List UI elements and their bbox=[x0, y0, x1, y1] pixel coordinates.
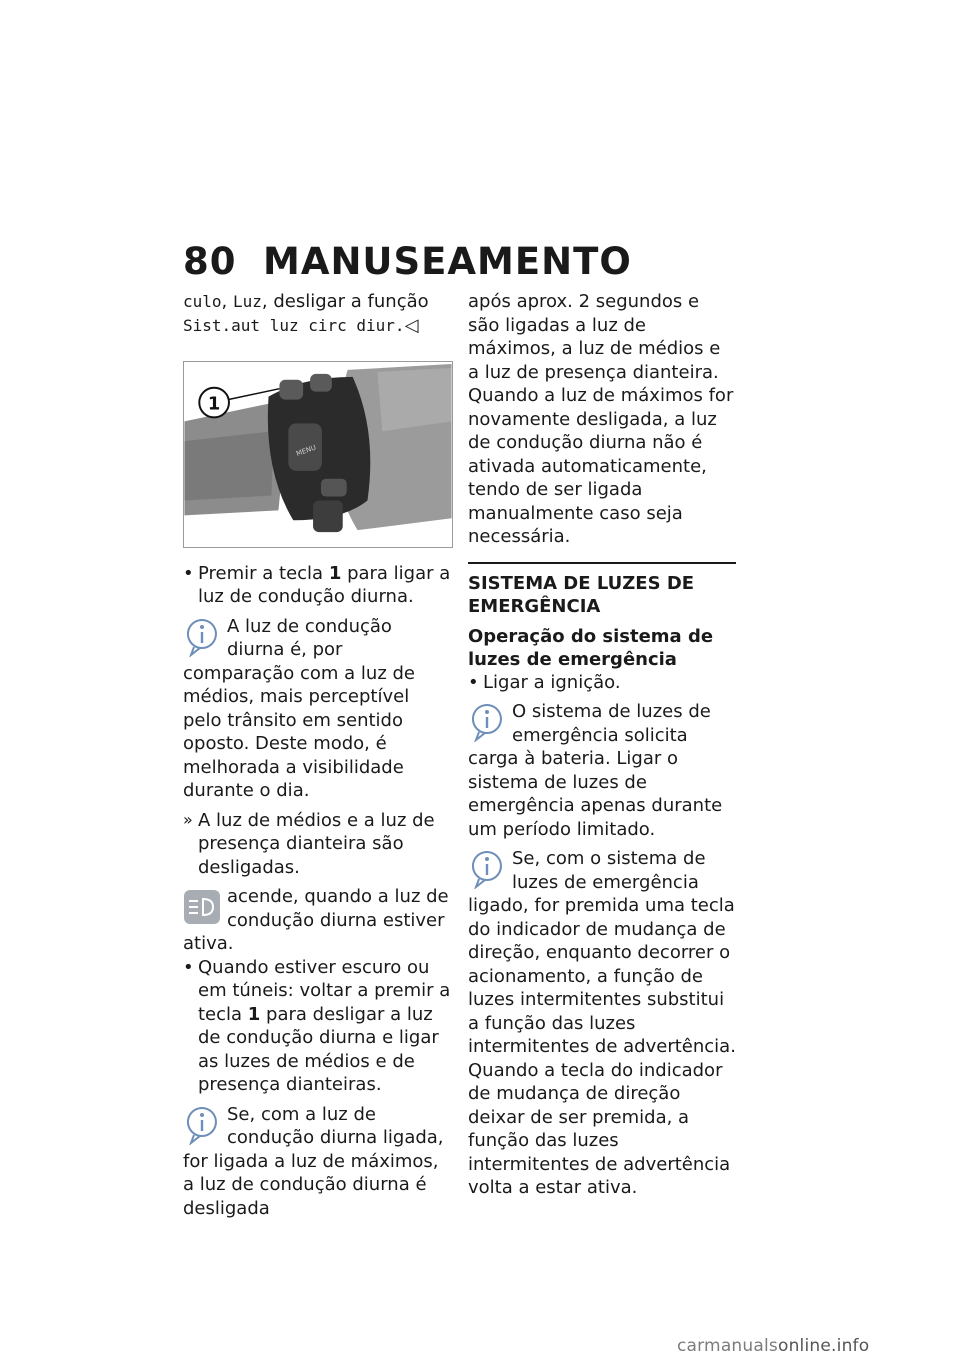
code-text: Luz bbox=[232, 292, 262, 311]
result-item: » A luz de médios e a luz de presença dianteira são desligadas. bbox=[183, 809, 435, 878]
intro-paragraph bbox=[183, 290, 453, 337]
watermark-part: online.info bbox=[777, 1336, 870, 1356]
bullet-dot: • bbox=[183, 956, 194, 978]
code-text: culo bbox=[183, 292, 222, 311]
list-item: • Premir a tecla 1 para ligar a luz de condução diurna. bbox=[183, 562, 451, 607]
bullet-dot: • bbox=[468, 671, 479, 693]
list-item: • Ligar a ignição. bbox=[468, 671, 621, 693]
paragraph: após aprox. 2 segundos e são ligadas a luz de máximos, a luz de médios e a luz de presença dianteira. bbox=[468, 291, 721, 383]
note-text: acende, quando a luz de condução diurna estiver ativa. bbox=[183, 886, 449, 954]
note-text: O sistema de luzes de emergência solicita carga à bateria. Ligar o sistema de luzes de emergência apenas durante um período limitado. bbox=[468, 701, 723, 840]
result-mark: » bbox=[183, 809, 193, 829]
note-text: Se, com o sistema de luzes de emergência ligado, for premida uma tecla do indicador de mudança de direção, enquanto decorrer o acionamento, a função de luzes intermitentes substitui a função das luzes intermitentes de advertência. Quando a tecla do indicador de mudança de direção deixar de ser premida, a função das luzes intermitentes de advertência volta a estar ativa. bbox=[468, 848, 736, 1198]
section-title: MANUSEAMENTO bbox=[263, 240, 632, 283]
info-icon bbox=[470, 702, 504, 742]
info-icon bbox=[470, 849, 504, 889]
callout-1: 1 bbox=[207, 393, 221, 415]
info-note bbox=[468, 847, 736, 1200]
section-divider bbox=[468, 562, 736, 564]
section-heading: SISTEMA DE LUZES DE EMERGÊNCIA bbox=[468, 572, 695, 617]
menu-label: MENU bbox=[295, 443, 318, 459]
paragraph: Quando a luz de máximos for novamente desligada, a luz de condução diurna não é ativada automaticamente, tendo de ser ligada manualmente caso seja necessária. bbox=[468, 385, 734, 547]
daytime-running-light-icon bbox=[183, 889, 221, 925]
info-icon bbox=[185, 1105, 219, 1145]
subheading: Operação do sistema de luzes de emergência bbox=[468, 625, 714, 670]
code-text: Sist.aut luz circ diur. bbox=[183, 315, 405, 335]
text: , desligar a função bbox=[261, 291, 429, 312]
watermark bbox=[677, 1336, 869, 1356]
page-number: 80 bbox=[183, 240, 237, 283]
info-note bbox=[468, 700, 736, 841]
watermark-part: carmanuals bbox=[677, 1336, 778, 1356]
note-text: Se, com a luz de condução diurna ligada, for ligada a luz de máximos, a luz de condução diurna é desligada bbox=[183, 1103, 444, 1219]
text: , bbox=[221, 291, 233, 312]
right-column bbox=[468, 290, 736, 1200]
bullet-dot: • bbox=[183, 562, 194, 584]
left-column bbox=[183, 290, 453, 1220]
symbol-note bbox=[183, 885, 453, 956]
info-note bbox=[183, 615, 453, 803]
end-mark: ◁ bbox=[404, 314, 419, 336]
page-header bbox=[183, 240, 632, 283]
info-icon bbox=[185, 617, 219, 657]
note-text: A luz de condução diurna é, por comparação com a luz de médios, mais perceptível pelo trânsito em sentido oposto. Deste modo, é melhorada a visibilidade durante o dia. bbox=[183, 615, 415, 801]
handlebar-switch-figure bbox=[183, 361, 453, 548]
list-item: • Quando estiver escuro ou em túneis: voltar a premir a tecla 1 para desligar a luz de condução diurna e ligar as luzes de médios e de presença dianteiras. bbox=[183, 956, 451, 1095]
info-note bbox=[183, 1103, 453, 1221]
